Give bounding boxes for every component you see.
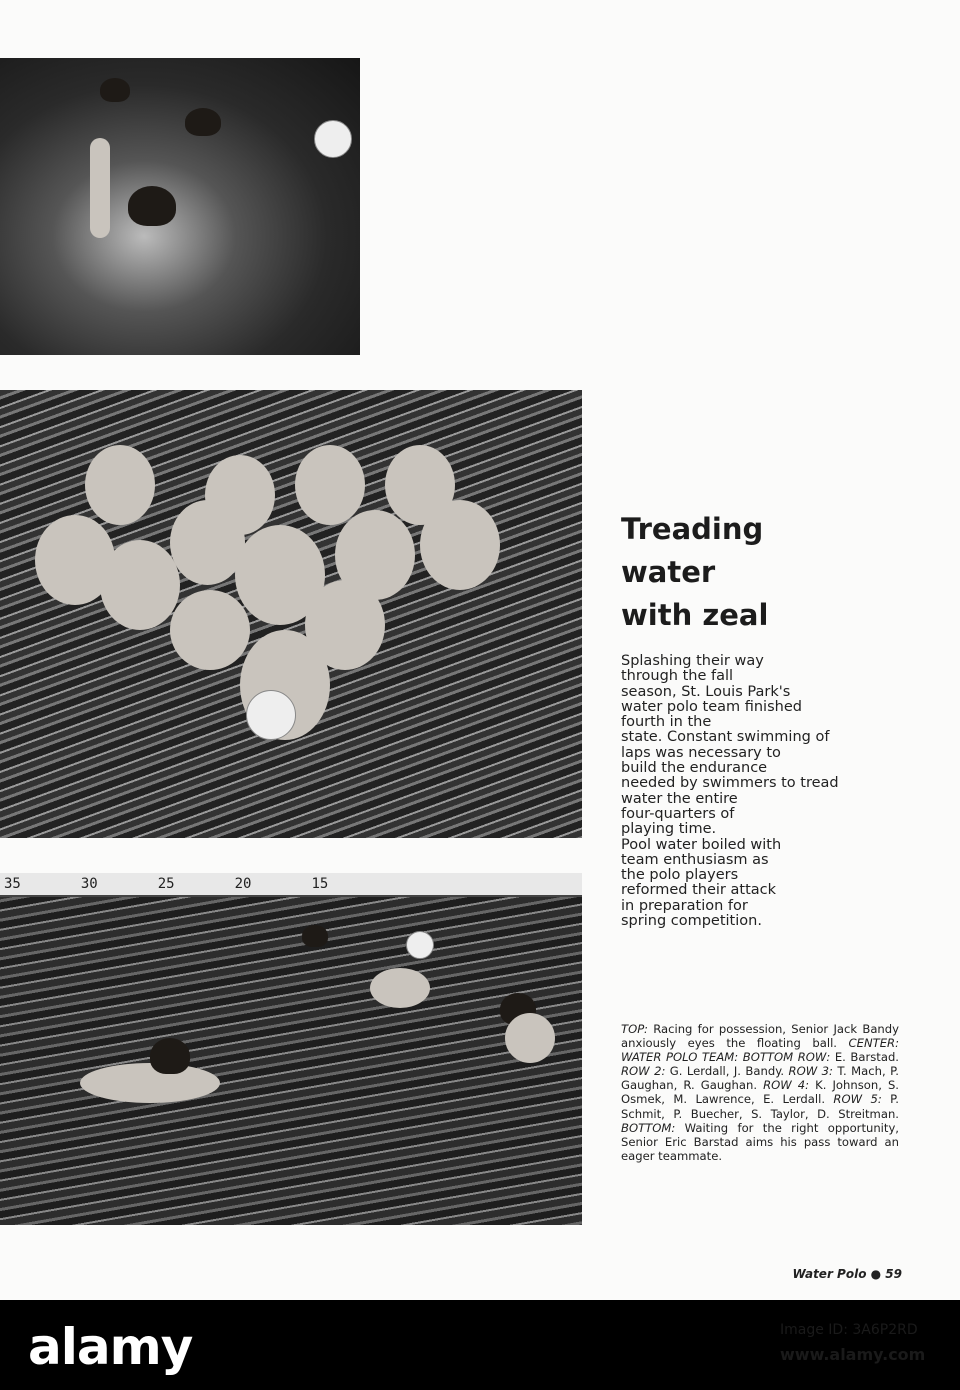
lane-marker: 35 [4, 876, 21, 892]
caption-text: Waiting for the right opportunity, Senior Eric Barstad aims his pass toward an eager teammate. [621, 1120, 899, 1163]
lane-marker: 20 [234, 876, 252, 892]
image-id: Image ID: 3A6P2RD [780, 1322, 918, 1338]
caption-label: ROW 2: [621, 1064, 666, 1079]
bullet-icon: ● [870, 1267, 882, 1281]
body-line: season, St. Louis Park's [621, 683, 791, 700]
body-line: build the endurance [621, 760, 768, 777]
photo-caption [621, 1022, 899, 1163]
body-line: fourth in the [621, 714, 712, 731]
alamy-logo: alamy [28, 1318, 193, 1376]
body-line: team enthusiasm as [621, 851, 769, 868]
article-body [621, 654, 866, 929]
page-folio [793, 1267, 902, 1281]
body-line: four-quarters of [621, 805, 735, 822]
photo-top-racing-for-ball [0, 58, 360, 355]
body-line: Splashing their way [621, 653, 764, 669]
caption-label: BOTTOM: [621, 1120, 676, 1135]
caption-label: ROW 5: [833, 1092, 882, 1107]
caption-label: TOP: [621, 1022, 648, 1036]
body-line: needed by swimmers to tread [621, 775, 839, 792]
page-number: 59 [885, 1267, 902, 1281]
heading-line: with zeal [621, 598, 769, 632]
photo-center-team [0, 390, 582, 838]
body-line: water polo team finished [621, 698, 802, 715]
caption-text: E. Barstad. [830, 1050, 899, 1065]
caption-label: ROW 4: [763, 1078, 810, 1093]
lane-marker: 30 [80, 876, 98, 892]
heading-line: water [621, 555, 716, 589]
body-line: playing time. [621, 821, 717, 838]
lane-markers [0, 873, 582, 897]
body-line: water the entire [621, 790, 738, 807]
article-heading [621, 508, 768, 637]
caption-text: T. Mach, P. Gaughan, R. Gaughan. [621, 1064, 899, 1093]
body-line: through the fall [621, 668, 734, 685]
body-line: in preparation for [621, 897, 748, 914]
photo-bottom-pass [0, 873, 582, 1225]
caption-text: P. Schmit, P. Buecher, S. Taylor, D. Streitman. [621, 1092, 899, 1121]
heading-line: Treading [621, 512, 764, 546]
lane-marker: 15 [311, 876, 329, 892]
body-line: the polo players [621, 867, 739, 884]
lane-marker: 25 [157, 876, 175, 892]
section-name: Water Polo [792, 1267, 867, 1281]
body-line: laps was necessary to [621, 744, 781, 761]
caption-text: G. Lerdall, J. Bandy. [665, 1064, 789, 1079]
body-line: Pool water boiled with [621, 836, 782, 853]
watermark-url: www.alamy.com [780, 1345, 926, 1364]
caption-text: K. Johnson, S. Osmek, M. Lawrence, E. Lerdall. [621, 1078, 899, 1107]
caption-label: ROW 3: [788, 1064, 833, 1079]
caption-text: Racing for possession, Senior Jack Bandy anxiously eyes the floating ball. [621, 1022, 899, 1051]
body-line: state. Constant swimming of [621, 729, 830, 746]
body-line: spring competition. [621, 913, 762, 930]
body-line: reformed their attack [621, 882, 777, 899]
caption-label: CENTER: WATER POLO TEAM: BOTTOM ROW: [621, 1036, 899, 1065]
